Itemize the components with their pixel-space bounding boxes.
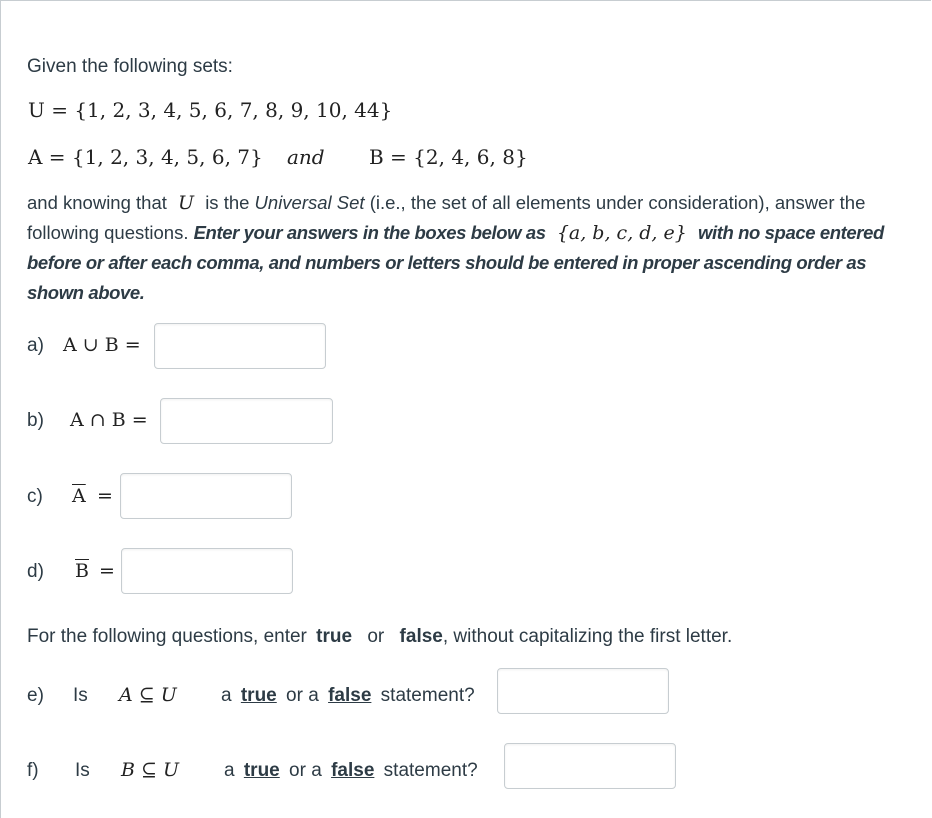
tf-p1: For the following questions, enter [27,626,307,647]
answer-b-input[interactable] [160,398,333,444]
question-a-expression: A ∪ B = [63,334,141,356]
stmt-end-word: statement? [383,760,478,781]
tf-or-word: or [367,626,385,647]
instructions-p2: is the [205,192,250,213]
answer-f-input[interactable] [504,743,676,789]
question-b-expression: A ∩ B = [70,409,148,431]
question-c-equals: = [97,485,113,507]
question-f-expression: B ⊆ U [121,759,179,781]
question-c-expression: $\overline{A}$ [72,485,86,507]
universal-symbol: U [178,192,195,214]
set-a-definition: A = {1, 2, 3, 4, 5, 6, 7} [28,145,263,169]
question-c-label: c) [27,486,43,507]
stmt-end-word: statement? [380,685,475,706]
question-d-expression: $\overline{B}$ [75,560,89,582]
question-f-is: Is [75,760,90,781]
question-d-equals: = [99,560,115,582]
answer-c-input[interactable] [120,473,292,519]
question-d-label: d) [27,561,44,582]
stmt-false-word: false [328,685,372,706]
tf-p2: , without capitalizing the first letter. [442,626,733,647]
stmt-true-word: true [243,760,280,781]
stmt-false-word: false [331,760,375,781]
question-b-label: b) [27,410,44,431]
instructions-bold1: Enter your answers in the boxes below as [193,222,546,243]
instructions-p1: and knowing that [27,192,167,213]
question-e-statement [221,685,475,707]
stmt-true-word: true [240,685,277,706]
universal-set-term: Universal Set [254,192,365,213]
question-a-label: a) [27,335,44,356]
set-u-definition: U = {1, 2, 3, 4, 5, 6, 7, 8, 9, 10, 44} [28,98,393,122]
question-e-label: e) [27,685,44,706]
stmt-a-word: a [224,760,235,781]
stmt-or-word: or a [289,760,322,781]
tf-false-word: false [399,626,443,647]
set-b-definition: B = {2, 4, 6, 8} [369,145,528,169]
question-e-is: Is [73,685,88,706]
answer-e-input[interactable] [497,668,669,714]
answer-format: {a, b, c, d, e} [556,222,687,244]
true-false-instruction [27,626,732,648]
and-word: and [287,145,325,169]
answer-a-input[interactable] [154,323,326,369]
stmt-or-word: or a [286,685,319,706]
stmt-a-word: a [221,685,232,706]
question-e-expression: A ⊆ U [119,684,177,706]
question-f-statement [224,760,478,782]
question-f-label: f) [27,760,39,781]
instructions-p3: (i.e., the set of all elements under consideration), answer the following questions. [27,192,866,243]
intro-text: Given the following sets: [27,56,233,77]
instructions-paragraph [27,188,912,308]
answer-d-input[interactable] [121,548,293,594]
instructions-bold2: with no space entered before or after each comma, and numbers or letters should be entered in proper ascending order as shown above. [27,222,884,303]
tf-true-word: true [316,626,353,647]
